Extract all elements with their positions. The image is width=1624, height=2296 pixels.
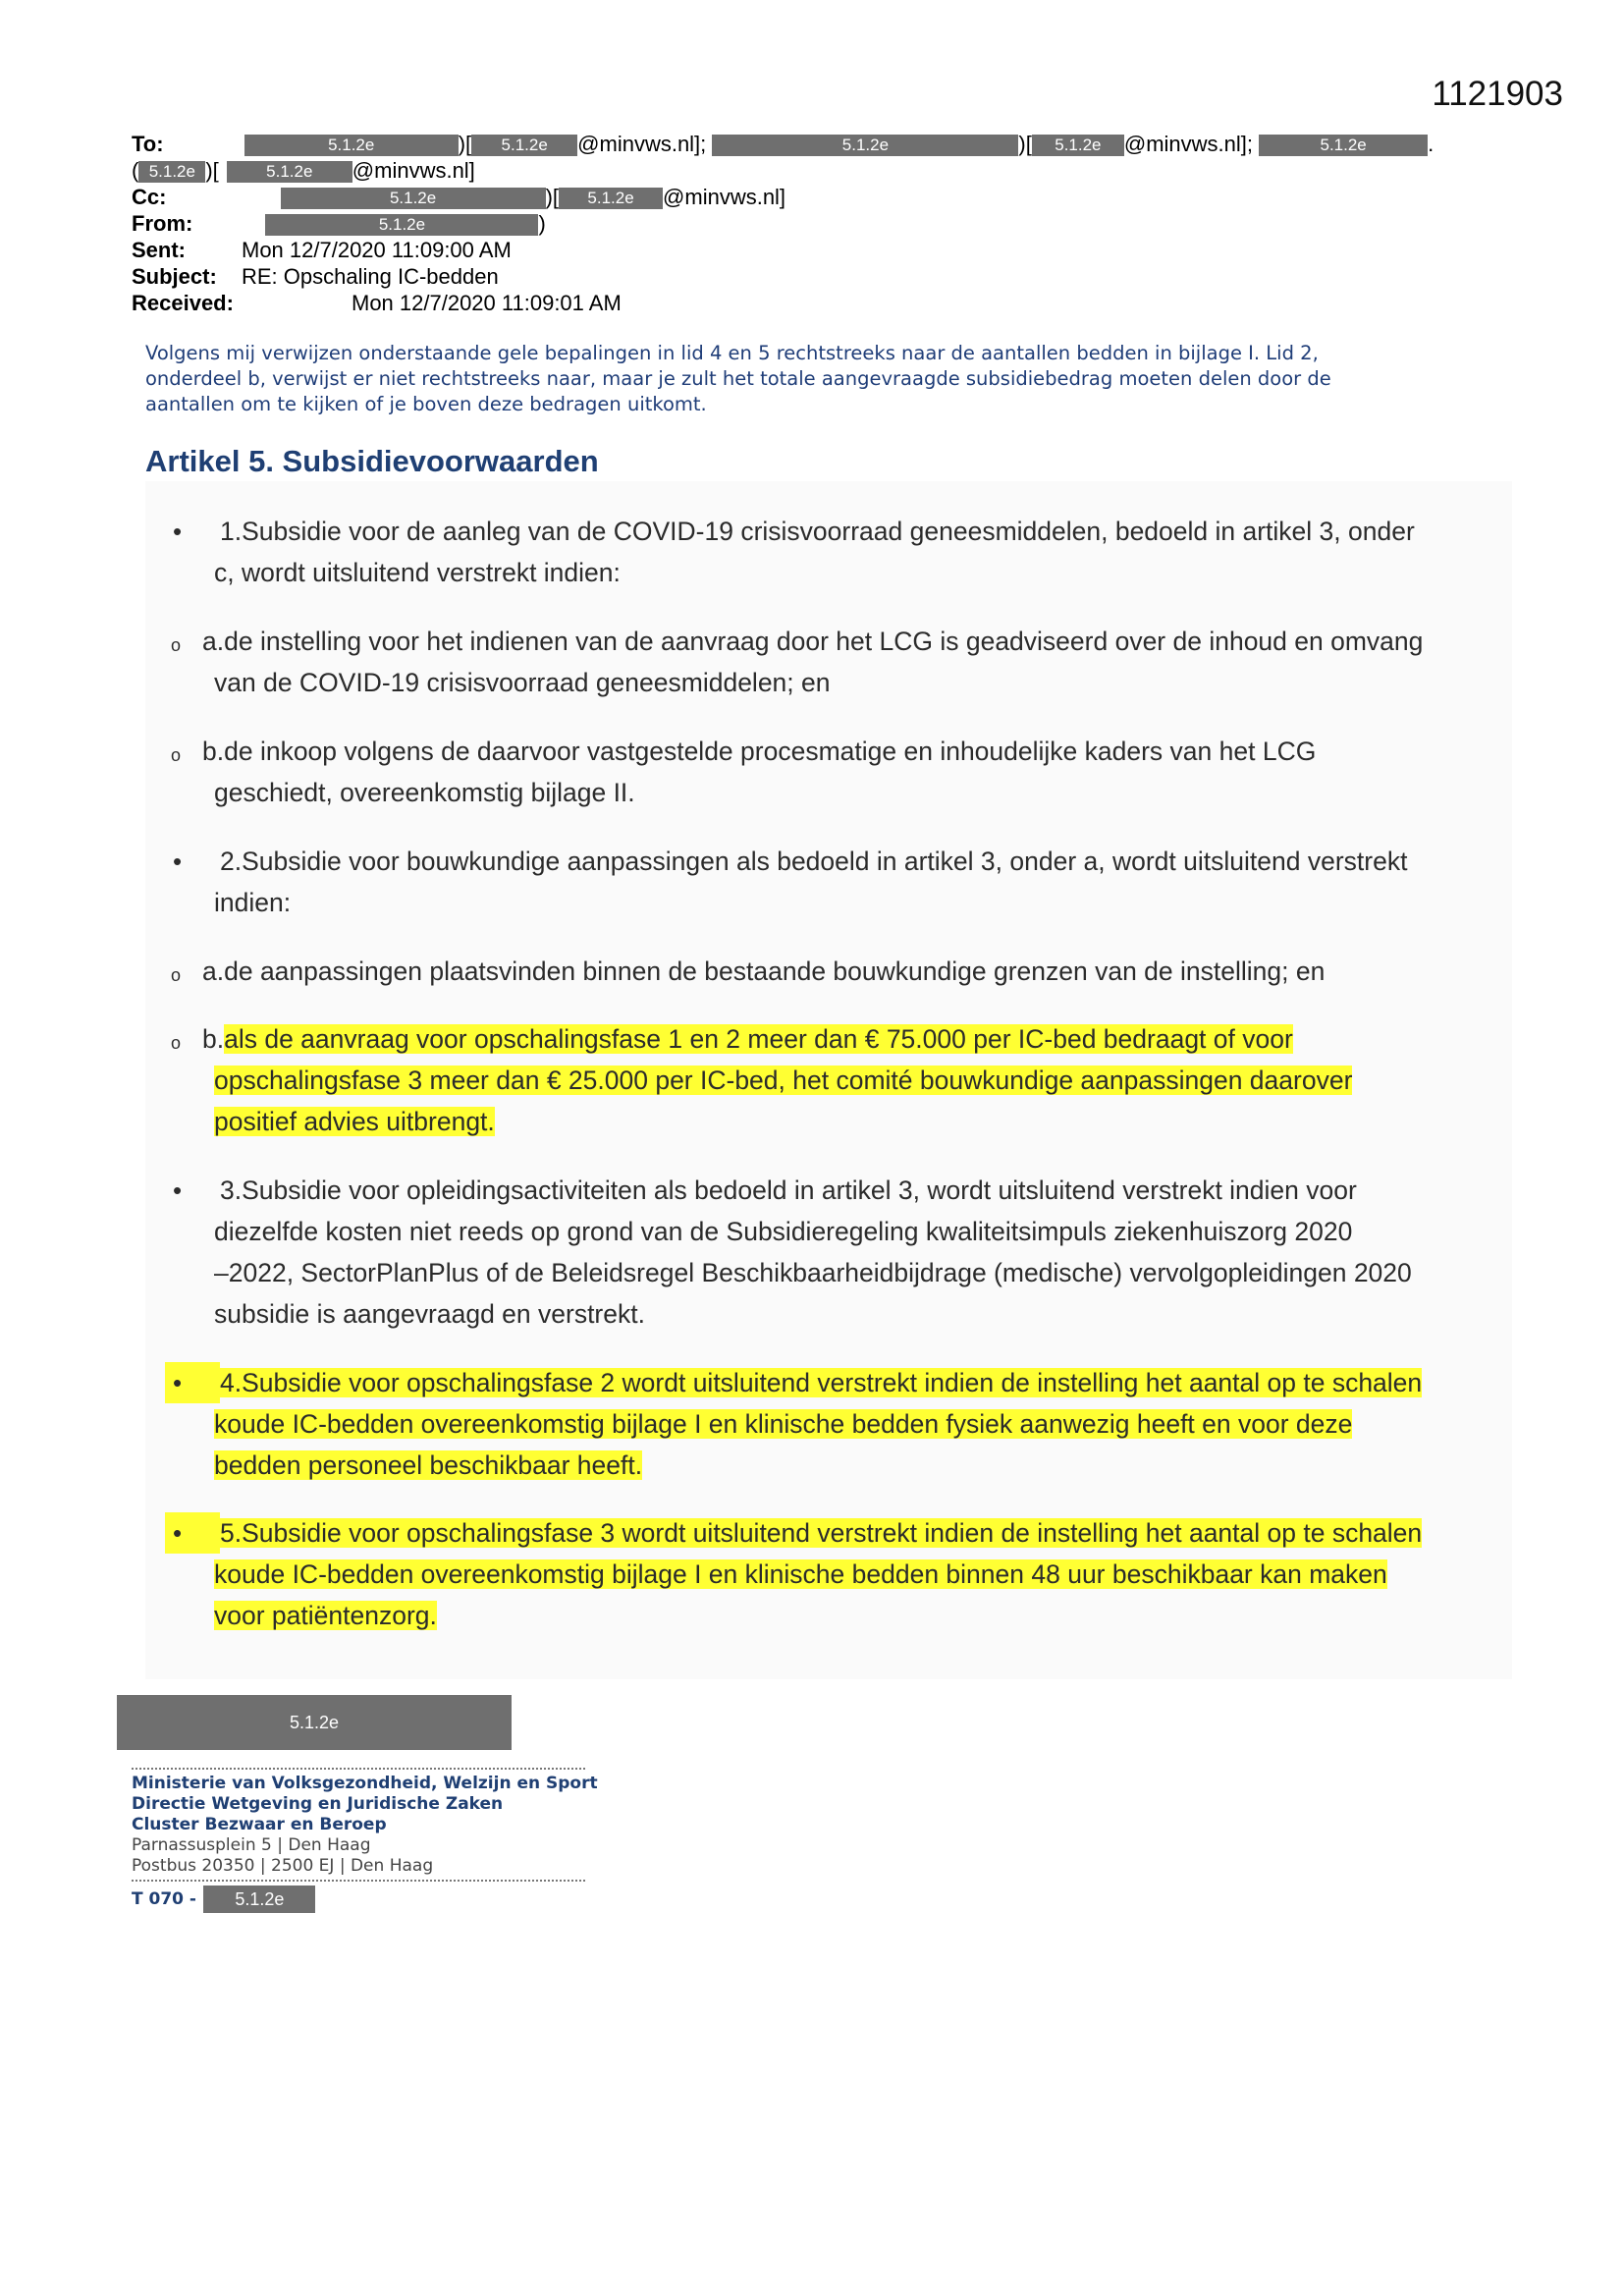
intro-line: Volgens mij verwijzen onderstaande gele bepalingen in lid 4 en 5 rechtstreeks naar de aantallen bedden in bijlage I. Lid 2, [145,342,1319,364]
redaction: 5.1.2e [244,135,459,156]
highlighted-text: positief advies uitbrengt. [214,1107,495,1136]
redaction: 5.1.2e [471,135,577,156]
received-label: Received: [132,291,234,315]
redaction: 5.1.2e [227,161,352,183]
redaction: 5.1.2e [265,214,538,236]
bullet-icon: • [173,517,183,546]
sent-line [132,237,512,263]
redaction: 5.1.2e [559,188,663,209]
from-label: From: [132,211,193,236]
intro-line: onderdeel b, verwijst er niet rechtstreeks naar, maar je zult het totale aangevraagde subsidiebedrag moeten delen door de [145,367,1331,390]
circle-bullet-icon: o [171,965,182,985]
list-item [165,1512,1500,1636]
redaction: 5.1.2e [1259,135,1428,156]
list-item [165,621,1500,703]
highlighted-text: 4.Subsidie voor opschalingsfase 2 wordt uitsluitend verstrekt indien de instelling het aantal op te schalen [220,1368,1423,1397]
to-line-2: ( 5.1.2e )[ 5.1.2e @minvws.nl] [132,158,475,183]
signature-address: Parnassusplein 5 | Den Haag [132,1835,371,1855]
redaction: 5.1.2e [117,1695,512,1750]
signature-phone [132,1886,315,1913]
intro-line: aantallen om te kijken of je boven deze bedragen uitkomt. [145,393,707,415]
item-line: b.de inkoop volgens de daarvoor vastgestelde procesmatige en inhoudelijke kaders van het LCG [202,737,1317,766]
subject-label: Subject: [132,264,217,289]
highlighted-text: voor patiëntenzorg. [214,1601,437,1630]
item-line: 1.Subsidie voor de aanleg van de COVID-19 crisisvoorraad geneesmiddelen, bedoeld in artikel 3, onder [220,517,1415,546]
article-title: Artikel 5. Subsidievoorwaarden [145,444,599,478]
highlighted-text: 5.Subsidie voor opschalingsfase 3 wordt uitsluitend verstrekt indien de instelling het aantal op te schalen [220,1518,1423,1548]
bullet-icon: • [173,1518,183,1548]
highlighted-text: opschalingsfase 3 meer dan € 25.000 per IC-bed, het comité bouwkundige aanpassingen daarover [214,1066,1353,1095]
item-prefix: b. [202,1024,225,1054]
highlighted-text: als de aanvraag voor opschalingsfase 1 en 2 meer dan € 75.000 per IC-bed bedraagt of voor [224,1024,1293,1054]
cc-line: Cc: 5.1.2e )[ 5.1.2e @minvws.nl] [132,185,786,209]
sent-label: Sent: [132,238,186,262]
circle-bullet-icon: o [171,745,182,765]
list-item [165,1018,1500,1142]
dotted-divider [132,1768,585,1770]
list-item [165,1362,1500,1486]
item-line: van de COVID-19 crisisvoorraad geneesmiddelen; en [214,668,831,697]
item-line: 2.Subsidie voor bouwkundige aanpassingen als bedoeld in artikel 3, onder a, wordt uitsluitend verstrekt [220,847,1408,876]
to-label: To: [132,132,164,156]
redaction: 5.1.2e [138,161,205,183]
circle-bullet-icon: o [171,635,182,655]
item-line: geschiedt, overeenkomstig bijlage II. [214,778,635,807]
list-item [165,1170,1500,1335]
circle-bullet-icon: o [171,1033,182,1053]
item-line: subsidie is aangevraagd en verstrekt. [214,1299,645,1329]
list-item [165,731,1500,813]
item-line: –2022, SectorPlanPlus of de Beleidsregel Beschikbaarheidbijdrage (medische) vervolgopleidingen 2020 [214,1258,1412,1287]
document-number: 1121903 [1432,75,1563,113]
item-line: c, wordt uitsluitend verstrekt indien: [214,558,621,587]
subject-line [132,263,499,290]
highlighted-text: bedden personeel beschikbaar heeft. [214,1450,643,1480]
received-value: Mon 12/7/2020 11:09:01 AM [352,291,622,315]
signature-cluster: Cluster Bezwaar en Beroep [132,1815,387,1834]
to-line: To: 5.1.2e )[ 5.1.2e @minvws.nl]; 5.1.2e )[ 5.1.2e @minvws.nl]; 5.1.2e . [132,132,1435,156]
sent-value: Mon 12/7/2020 11:09:00 AM [242,238,512,262]
signature-org: Ministerie van Volksgezondheid, Welzijn en Sport [132,1774,598,1793]
to-domain: @minvws.nl] [352,158,475,183]
signature-block [132,1774,598,1877]
from-line: From: 5.1.2e ) [132,211,546,236]
redaction: 5.1.2e [281,188,546,209]
item-line: a.de instelling voor het indienen van de aanvraag door het LCG is geadviseerd over de inhoud en omvang [202,627,1424,656]
signature-postbus: Postbus 20350 | 2500 EJ | Den Haag [132,1856,434,1876]
cc-domain: @minvws.nl] [663,185,786,209]
to-domain: @minvws.nl]; [577,132,707,156]
redaction: 5.1.2e [712,135,1018,156]
subject-value: RE: Opschaling IC-bedden [242,264,499,289]
bullet-icon: • [173,1368,183,1397]
redaction: 5.1.2e [203,1886,315,1913]
cc-label: Cc: [132,185,167,209]
highlighted-text: koude IC-bedden overeenkomstig bijlage I en klinische bedden binnen 48 uur beschikbaar kan maken [214,1559,1387,1589]
bullet-icon: • [173,847,183,876]
intro-text [145,341,1451,417]
redaction: 5.1.2e [1032,135,1124,156]
item-line: diezelfde kosten niet reeds op grond van de Subsidieregeling kwaliteitsimpuls ziekenhuiszorg 2020 [214,1217,1353,1246]
signature-dept: Directie Wetgeving en Juridische Zaken [132,1794,504,1814]
list-item [165,841,1500,923]
highlighted-text: koude IC-bedden overeenkomstig bijlage I en klinische bedden fysiek aanwezig heeft en voor deze [214,1409,1353,1439]
bullet-icon: • [173,1175,183,1205]
dotted-divider [132,1880,585,1882]
item-line: 3.Subsidie voor opleidingsactiviteiten als bedoeld in artikel 3, wordt uitsluitend verstrekt indien voor [220,1175,1357,1205]
to-domain: @minvws.nl]; [1123,132,1254,156]
list-item [165,951,1500,992]
list-item [165,511,1500,593]
phone-prefix: T 070 - [132,1889,196,1909]
item-line: a.de aanpassingen plaatsvinden binnen de bestaande bouwkundige grenzen van de instelling; en [202,957,1326,986]
item-line: indien: [214,888,292,917]
received-line [132,290,622,316]
